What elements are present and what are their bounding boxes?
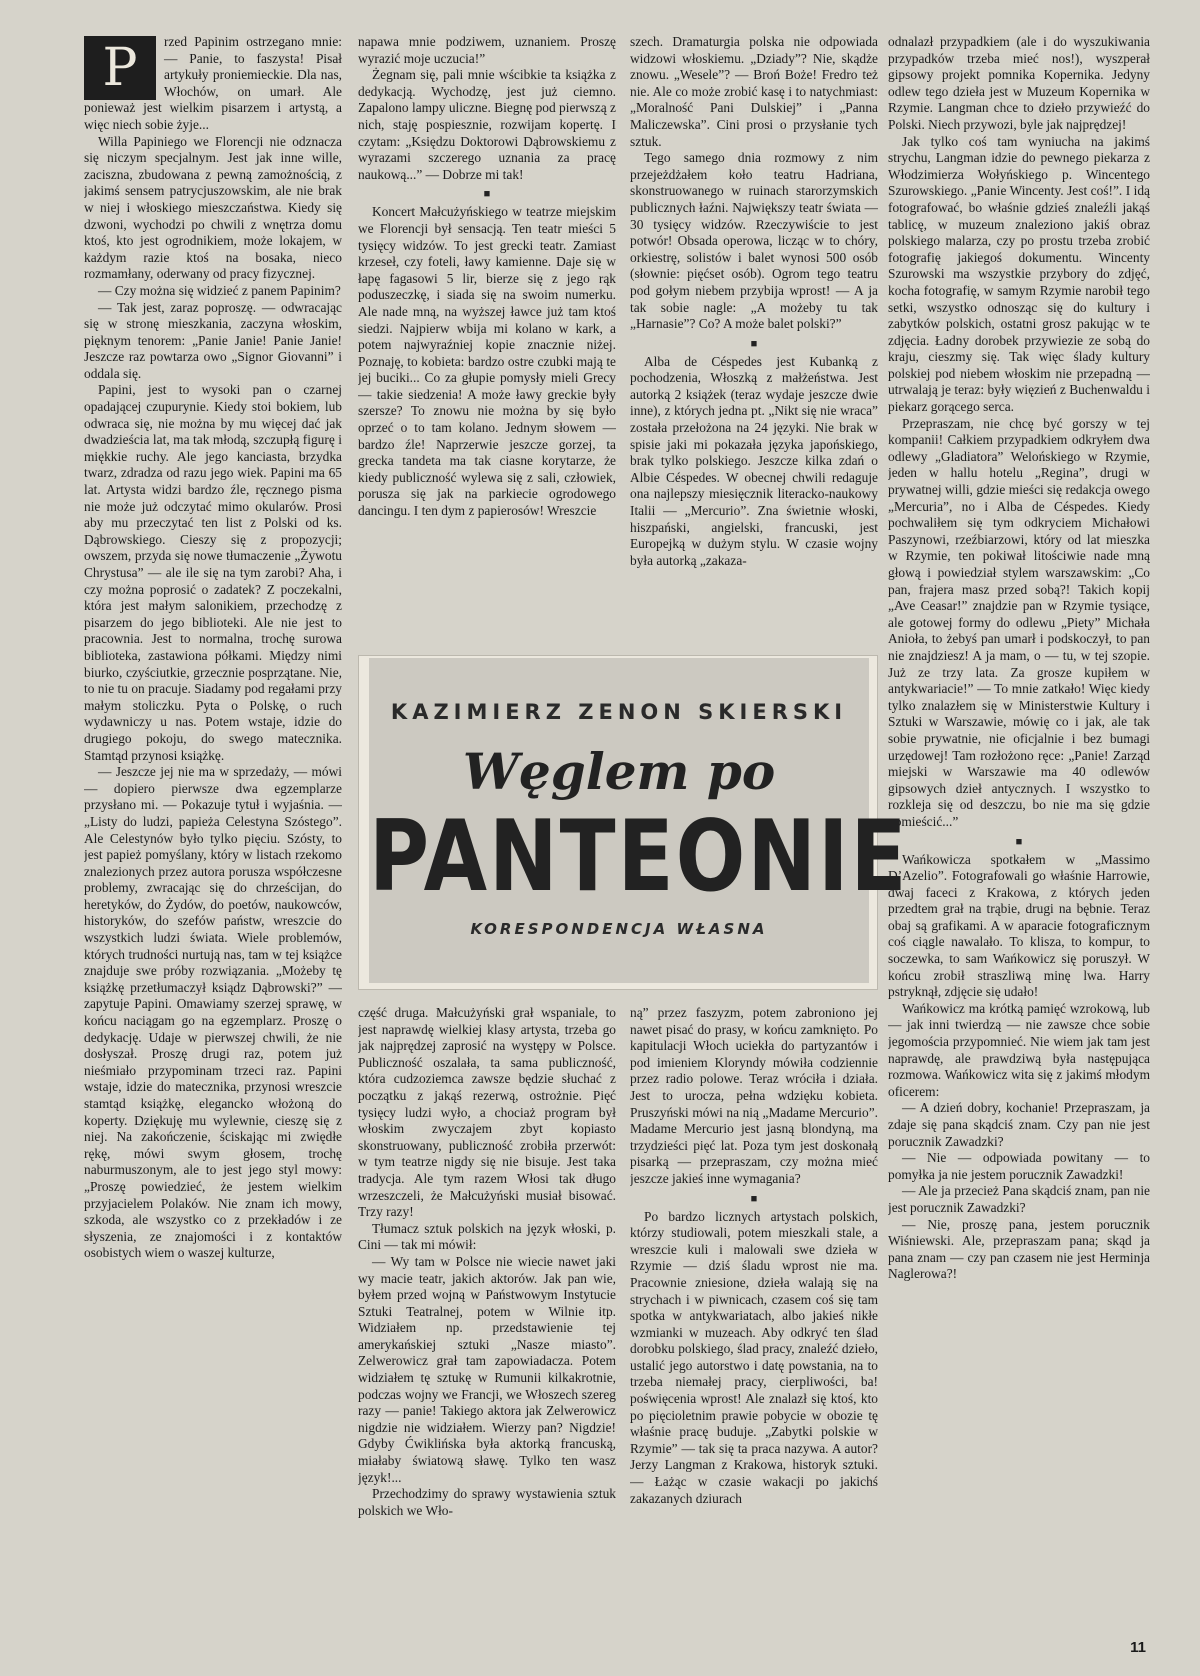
paragraph: część druga. Małcużyński grał wspaniale, to jest naprawdę wielkiej klasy artysta, trzeba go jak najprędzej zaprosić na występy w Polsce. Publiczność oszalała, ta sama publiczność, która cudzoziemca zawsze będzie słuchać z początku z jakąś rezerwą, ostrożnie. Pięć tysięcy ludzi wyło, a chociaż program był włoskim zwyczajem zbyt kopiasto skonstruowany, publiczność zrobiła przerwót: w tym teatrze nigdy się nie bisuje. Jest taka tradycja. Ale tym razem Włosi tak długo wrzeszczeli, że Małcużyński musiał bisować. Trzy razy! — [358, 1005, 616, 1220]
article-title-line-1: Węglem po — [462, 742, 776, 801]
paragraph: — Wy tam w Polsce nie wiecie nawet jaki wy macie teatr, jakich aktorów. Jak pan wie, byłem przed wojną w Państwowym Instytucie Sztuki Teatralnej, potem w Wilnie itp. Widziałem np. przedstawienie tej amerykańskiej sztuki „Nasze miasto”. Zelwerowicz grał tam zapowiadacza. Potem widziałem tę sztukę w Rumunii kilkakrotnie, podczas wojny we Francji, we Włoszech szereg razy — panie! Takiego aktora jak Zelwerowicz nigdzie nie widziałem. Wierzy pan? Nigdzie! Gdyby Ćwiklińska była aktorką francuską, miałaby światową sławę. Tylko ten wasz język!... — [358, 1253, 616, 1485]
article-column-1 — [84, 34, 342, 1644]
paragraph: Papini, jest to wysoki pan o czarnej opadającej czupurynie. Kiedy stoi bokiem, lub odwraca się, nie można by mu więcej dać jak dwadzieścia lat, ma tak młodą, szczupłą figurę i miękkie ruchy. Ale jego kanciasta, brzydka twarz, zdradza od razu jego wiek. Papini ma 65 lat. Artysta widzi bardzo źle, ręcznego pisma nie może już odczytać mimo okularów. Prosi aby mu przeczytać ten list z Polski od ks. Dąbrowskiego. Cieszy się z propozycji; owszem, przyda się nowe tłumaczenie „Żywotu Chrystusa” — ale ile się na tym zarobi? Aha, i czy można poprosić o zadatek? Z poczekalni, która jest małym salonikiem, przechodzę z pisarzem do jego biblioteki. Ale nie jest to pracownia. Jest to normalna, trochę surowa biblioteka, zastawiona półkami. Między nimi biurko, czyściutkie, grzecznie posprzątane. Nie, to nie tu on pracuje. Siadamy pod regałami przy małym stoliczku. Pyta o Polskę, o ruch wydawniczy u nas. Potem wstaje, idzie do drugiego pokoju, do swego matecznika. Stamtąd przynosi książkę. — [84, 382, 342, 763]
paragraph: Po bardzo licznych artystach polskich, którzy studiowali, potem mieszkali stale, a wreszcie kuli i malowali swe dzieła w Rzymie — dziś śladu wprost nie ma. Pracownie zniesione, dzieła walają się na strychach i w piwnicach, czasem coś się tam spotka w antykwariatach, albo jakieś nikłe wzmianki w muzeach. Aby odkryć ten ślad dorobku polskiego, ślad pracy, znaleźć dzieło, ustalić jego autorstwo i datę powstania, na to trzeba niemałej pracy, cierpliwości, ba! poświęcenia wprost! Ale znalazł się ktoś, kto po pięcioletnim prawie pobycie w obozie tę właśnie pracę buduje. „Zabytki polskie w Rzymie” — tak się ta praca nazywa. A autor? Jerzy Langman z Krakowa, historyk sztuki. — Łażąc w czasie wakacji po jakichś zakazanych dziurach — [630, 1208, 878, 1506]
paragraph: — Nie — odpowiada powitany — to pomyłka ja nie jestem porucznik Zawadzki! — [888, 1150, 1150, 1182]
paragraph: szech. Dramaturgia polska nie odpowiada widzowi włoskiemu. „Dziady”? Nie, skądże znowu. „Wesele”? — Broń Boże! Fredro też nie. Ale co może zrobić kasę i to natychmiast: „Moralność Pani Dulskiej” i „Panna Maliczewska”. Cini prosi o przysłanie tych sztuk. — [630, 34, 878, 149]
paragraph: Wańkowicza spotkałem w „Massimo D’Azelio”. Fotografowali go właśnie Harrowie, dwaj faceci z Krakowa, z których jeden przedtem grał na trąbie, drugi na bębnie. Teraz obaj są grafikami. A w aparacie fotograficznym coś ciągle nawalało. To klisza, to kompur, to soczewka, to sam Wańkowicz się poruszył. W końcu zrobił straszliwą minę lwa. Harry pstryknął, zdjęcie się udało! — [888, 851, 1150, 1000]
paragraph: Przechodzimy do sprawy wystawienia sztuk polskich we Wło- — [358, 1486, 616, 1518]
article-column-4 — [888, 34, 1150, 1644]
paragraph: Przepraszam, nie chcę być gorszy w tej kompanii! Całkiem przypadkiem odkryłem dwa odlewy „Gladiatora” Welońskiego w Rzymie, jeden w hallu hotelu „Regina”, drugi w prywatnej willi, gdzie mieści się redakcja owego „Mercuria”, no i Alba de Céspedes. Kiedy pochwaliłem się tym odkryciem Michałowi Paszynowi, rzeźbiarzowi, który od lat mieszka w Rzymie, ten pokiwał litościwie nade mną głową i powiedział stylem warszawskim: „Co pan, frajera masz przed sobą?! Takich kopij „Ave Ceasar!” znajdzie pan w Rzymie tysiące, ale gotowej formy do odlewu „Piety” Michała Anioła, to żebyś pan umarł i podskoczył, to pan nie znajdziesz! A ja mam, o — tu, w tej szopie. Już ze trzy lata. Za grosze kupiłem w antykwariacie!” — To mnie zatkało! Więc kiedy tylko znalazłem się w Ministerstwie Kultury i Sztuki w Warszawie, mówię co i jak, ale tak sobie prywatnie, nie oficjalnie i bez bumagi urzędowej! Tam rozłożono ręce: „Panie! Zarząd miejski w Warszawie ma 40 odlewów gipsowych dzieł antycznych. I wszystko to rozkleja się od deszczu, bo nie ma się gdzie pomieścić...” — [888, 415, 1150, 829]
article-title-line-2: PANTEONIE — [369, 800, 909, 914]
paragraph: rzed Papinim ostrzegano mnie: — Panie, to faszysta! Pisał artykuły proniemieckie. Dla nas, Włochów, on umarł. Ale ponieważ jest wielkim pisarzem i artystą, a więc niech sobie żyje... — [84, 34, 342, 132]
paragraph: Koncert Małcużyńskiego w teatrze miejskim we Florencji był sensacją. Ten teatr mieści 5 tysięcy widzów. To jest grecki teatr. Zamiast krzeseł, czy foteli, ławy kamienne. Daje się w łapę fagasowi 5 lir, bierze się z jego rąk poduszeczkę, i siada się na swoim numerku. Ale nade mną, na wyższej ławce już tam ktoś siedzi. Najpierw wbija mi kolano w kark, a potem najwyraźniej kopie znacznie niżej. Poznaję, to kobieta: bardzo ostre czubki mają te jej buciki... Co za głupie pomysły mieli Grecy — takie siedzenia! A może ławy greckie były szersze? To znowu nie można by się było oprzeć o to tam kolano. Jednym słowem — bardzo źle! Naprzerwie jeszcze gorzej, ta grecka tandeta ma tak ciasne korytarze, że kiedy publiczność wylewa się z sali, człowiek, porusza się jak na parkiecie ogrodowego dancingu. I ten dym z papierosów! Wreszcie — [358, 204, 616, 519]
paragraph: napawa mnie podziwem, uznaniem. Proszę wyrazić moje uczucia!” — [358, 34, 616, 66]
section-separator-icon: ■ — [483, 188, 491, 201]
paragraph: Tego samego dnia rozmowy z nim przejeżdżałem koło teatru Hadriana, skonstruowanego w ruinach starorzymskich publicznych łaźni. Największy teatr świata — 30 tysięcy widzów. Rzeczywiście to jest potwór! Obsada operowa, licząc w to chóry, orkiestrę, solistów i balet wynosi 500 osób (słownie: pięćset osób). Ogrom tego teatru pod gołym niebem przybija wprost! — A ja tak sobie nagle: „A możeby tu tak „Harnasie”? Co? A może balet polski?” — [630, 150, 878, 332]
paragraph: Jak tylko coś tam wyniucha na jakimś strychu, Langman idzie do pewnego piekarza z Włodzimierza Wołyńskiego p. Wincentego Szurowskiego. „Panie Wincenty. Jest coś!”. I idą fotografować, bo właśnie gdzieś znaleźli jakąś tablicę, w muzeum znaleziono jakiś obraz polskiego malarza, czy po prostu trzeba zrobić fotografię jakiegoś dokumentu. Wincenty Szurowski ma wszystkie przybory do zdjęć, kocha fotografię, w samym Rzymie narobił tego setki, wszystko odnosząc się do kultury i zabytków polskich, ostatni grosz pakując w te zdjęcia. Ładny dorobek przywiezie ze sobą do kraju, cieszmy się. Tak więc ślady kultury polskiej pod niebem włoskim nie przepadną — utrwalają je teraz: były więzień z Buchenwaldu i piekarz gorącego serca. — [888, 133, 1150, 415]
article-column-3-top — [630, 34, 878, 646]
section-separator-icon: ■ — [750, 1192, 758, 1205]
section-separator-icon: ■ — [1015, 835, 1023, 848]
paragraph: Wańkowicz ma krótką pamięć wzrokową, lub — jak inni twierdzą — nie zawsze chce sobie jegomościa przypomnieć. Nie wiem jak tam jest naprawdę, ale prawdziwą była następująca rozmowa. Wańkowicz wita się z jakimś młodym oficerem: — [888, 1000, 1150, 1099]
paragraph: — Tak jest, zaraz poproszę. — odwracając się w stronę mieszkania, zaczyna włoskim, pięknym tenorem: „Panie Janie! Panie Janie! Jeszcze raz powtarza owo „Signor Giovanni” i oddala się. — [84, 299, 342, 381]
article-column-3-bottom — [630, 1005, 878, 1645]
paragraph: Willa Papiniego we Florencji nie odznacza się niczym specjalnym. Jest jak inne wille, zaciszna, zbudowana z pewną zamożnością, z jakimś sensem patrycjuszowskim, ale nie brak w niej i włoskiego mieszczaństwa. Kiedy się dzwoni, wychodzi po chwili z wnętrza domu ktoś, kto jest ogrodnikiem, może lokajem, w każdym razie ktoś na bosaka, nieco rozmamłany, oderwany od pracy fizycznej. — [84, 133, 342, 282]
article-author: KAZIMIERZ ZENON SKIERSKI — [390, 700, 848, 724]
article-column-2-top — [358, 34, 616, 646]
paragraph: Alba de Céspedes jest Kubanką z pochodzenia, Włoszką z małżeństwa. Jest autorką 2 książek (teraz wydaje jeszcze dwie inne), z których jedna pt. „Nikt się nie wraca” została przełożona na 24 języki. Nie brak w spisie jaki mi pokazała języka japońskiego, brak tylko polskiego. Jeszcze kilka zdań o Albie Céspedes. W obecnej chwili redaguje ona najlepszy miesięcznik literacko-naukowy Italii — „Mercurio”. Zna świetnie włoski, hiszpański, angielski, francuski, jest Europejką w dużym stylu. W czasie wojny była autorką „zakaza- — [630, 353, 878, 568]
article-subtitle: KORESPONDENCJA WŁASNA — [470, 920, 768, 938]
section-separator-icon: ■ — [750, 337, 758, 350]
paragraph: odnalazł przypadkiem (ale i do wyszukiwania przypadków trzeba mieć nos!), wyszperał gipsowy projekt pomnika Kopernika. Jedyny odlew tego dzieła jest w Muzeum Kopernika w Rzymie. Langman chce to dzieło przywieźć do Polski. Niech przywozi, byle jak najprędzej! — [888, 34, 1150, 132]
headline-box — [358, 655, 909, 990]
paragraph: — A dzień dobry, kochanie! Przepraszam, ja zdaje się pana skądciś znam. Czy pan nie jest porucznik Zawadzki? — [888, 1100, 1150, 1149]
paragraph: — Jeszcze jej nie ma w sprzedaży, — mówi — dopiero pierwsze dwa egzemplarze przysłano mi. — Pokazuje tytuł i wyjaśnia. — „Listy do ludzi, papieża Celestyna Szóstego”. Ale Celestynów było tylko pięciu. Szósty, to jest papież pomyślany, który w listach rzekomo znalezionych przez autora porusza współczesne problemy, zwracając się do chrześcijan, do heretyków, do Żydów, do poetów, naukowców, historyków, do szefów państw, wreszcie do wszystkich ludzi świata. Wiele problemów, których trudności nurtują nas, tam w tej książce znajduje swe próby rozwiązania. „Możeby tę książkę przetłumaczył ksiądz Dąbrowski?” — zapytuje Papini. Omawiamy szerzej sprawę, w końcu naciągam go na egzemplarz. Proszę o dedykację. Udaje w pierwszej chwili, że nie dosłyszał. Proszę drugi raz, potem już nieśmiało przypominam trzeci raz. Papini wstaje, idzie do matecznika, przynosi wreszcie stamtąd książkę, elegancko włożoną do koperty. Dziękuję mu wylewnie, cieszę się z niej. Na zakończenie, ściskając mi zwiędłe rękę, mówi swym głosem, trochę naburmuszonym, ale to jest jego styl mowy: „Proszę powiedzieć, że jestem wielkim przyjacielem Polaków. Nie znam ich mowy, szkoda, ale wszystko co z przekładów i ze słyszenia, ze znajomości i z kontaktów osobistych wiem o waszej kulturze, — [84, 764, 342, 1261]
paragraph: — Nie, proszę pana, jestem porucznik Wiśniewski. Ale, przepraszam pana; skąd ja pana znam — czy pan czasem nie jest Herminja Naglerowa?! — [888, 1216, 1150, 1282]
paragraph: ną” przez faszyzm, potem zabroniono jej nawet pisać do prasy, w końcu zamknięto. Po kapitulacji Włoch uciekła do partyzantów i pod imieniem Kloryndy mówiła codziennie przez radio polowe. Teraz wróciła i działa. Jest to urocza, pełna wdzięku kobieta. Pruszyński mówi na nią „Madame Mercurio”. Madame Mercurio jest jasną blondyną, ma trzydzieści pięć lat. Poza tym jest doskonałą pisarką — przepraszam, czy można mieć jeszcze jakieś inne wymagania? — [630, 1005, 878, 1186]
page-number: 11 — [1130, 1639, 1146, 1656]
drop-cap: P — [84, 36, 156, 100]
paragraph: Tłumacz sztuk polskich na język włoski, p. Cini — tak mi mówił: — [358, 1220, 616, 1253]
paragraph: — Czy można się widzieć z panem Papinim? — [98, 282, 341, 298]
headline-panel — [369, 658, 909, 983]
paragraph: Żegnam się, pali mnie wścibkie ta książka z dedykacją. Wychodzę, jest już ciemno. Zapalono lampy uliczne. Biegnę pod pierwszą z nich, staję pospiesznie, rozwijam kopertę. I czytam: „Księdzu Doktorowi Dąbrowskiemu z wyrazami szczerego uznania za pracę naukową...” — Dobrze mi tak! — [358, 67, 616, 182]
article-column-2-bottom — [358, 1005, 616, 1645]
paragraph: — Ale ja przecież Pana skądciś znam, pan nie jest porucznik Zawadzki? — [888, 1183, 1150, 1215]
